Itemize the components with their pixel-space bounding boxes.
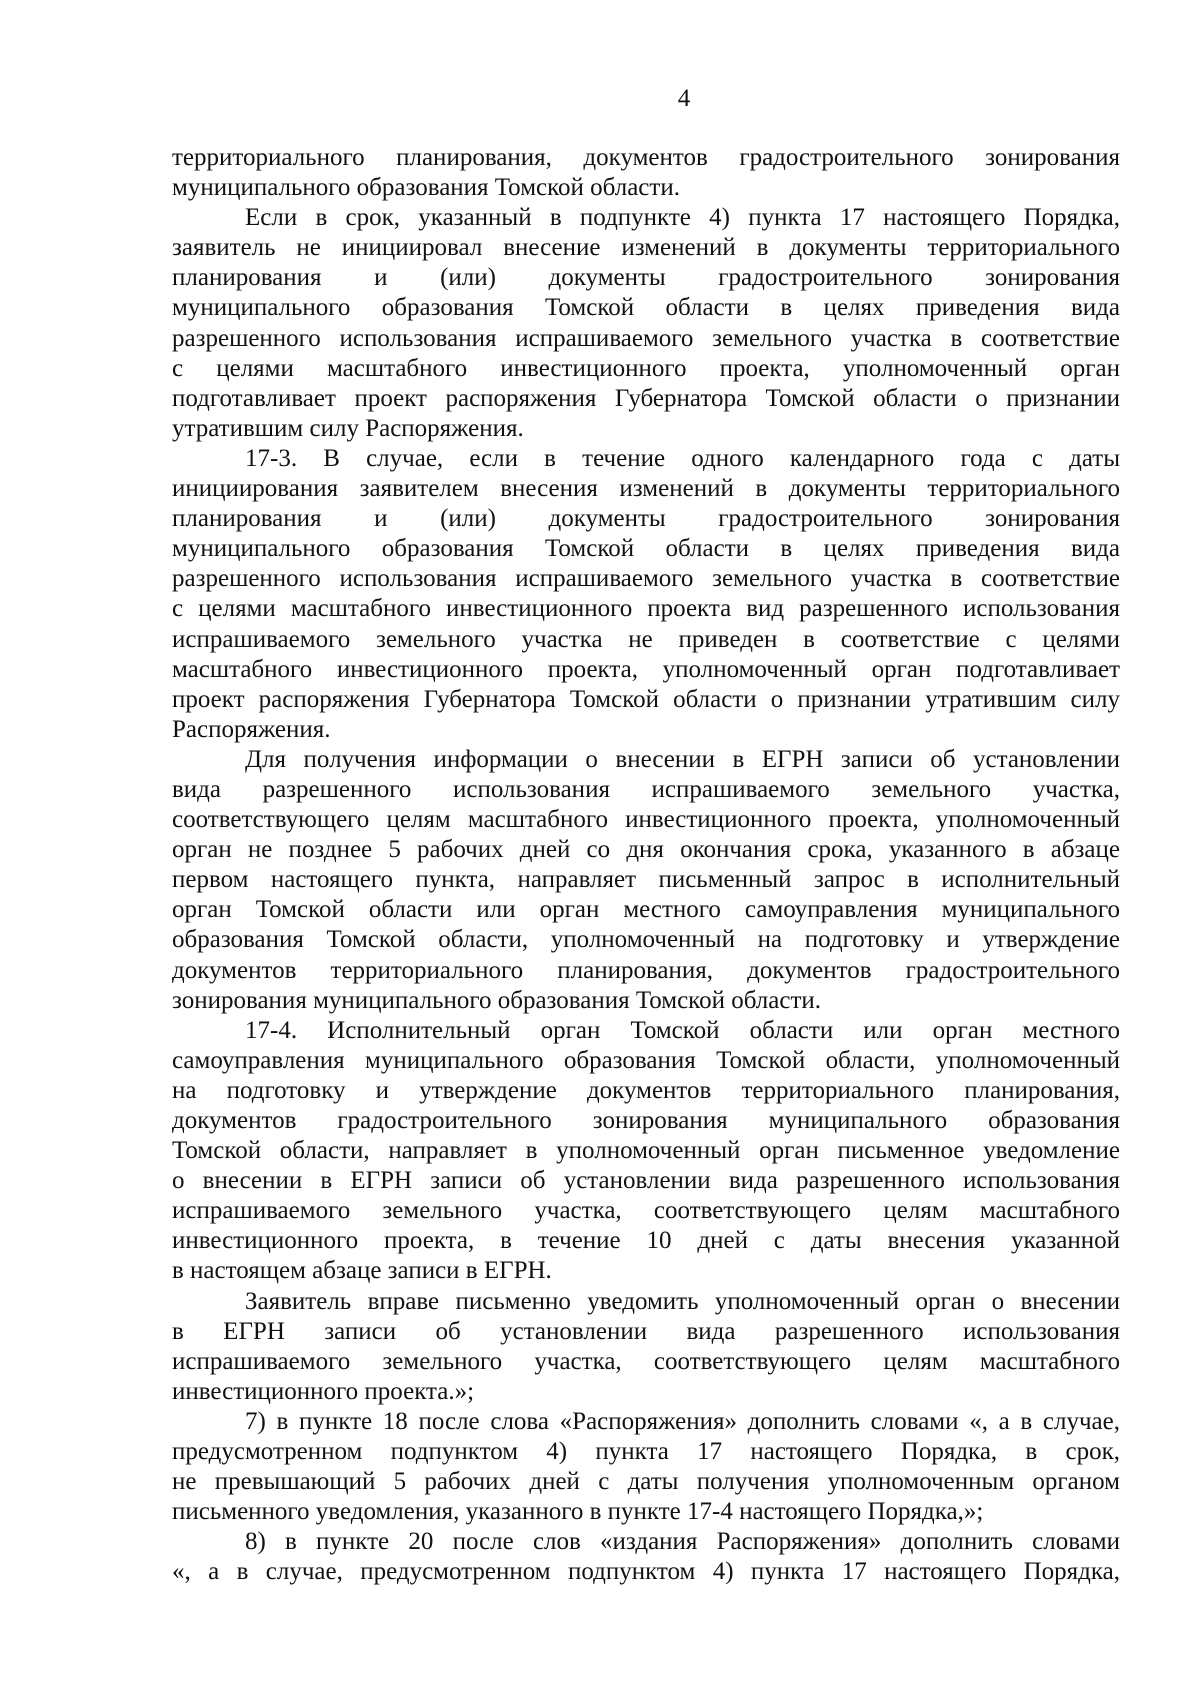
text-line: Если в срок, указанный в подпункте 4) пункта 17 настоящего Порядка, bbox=[245, 204, 1120, 232]
text-line: инвестиционного проекта, в течение 10 дней с даты внесения указанной bbox=[172, 1227, 1120, 1255]
text-line: разрешенного использования испрашиваемого земельного участка в соответствие bbox=[172, 565, 1120, 593]
text-line: разрешенного использования испрашиваемого земельного участка в соответствие bbox=[172, 324, 1120, 352]
text-line: самоуправления муниципального образования Томской области, уполномоченный bbox=[172, 1046, 1120, 1074]
paragraph bbox=[172, 1016, 1120, 1287]
text-line: муниципального образования Томской области в целях приведения вида bbox=[172, 535, 1120, 563]
text-line: с целями масштабного инвестиционного проекта вид разрешенного использования bbox=[172, 595, 1120, 623]
text-line: соответствующего целям масштабного инвестиционного проекта, уполномоченный bbox=[172, 806, 1120, 834]
text-line: 8) в пункте 20 после слов «издания Распоряжения» дополнить словами bbox=[245, 1528, 1120, 1556]
text-line: не превышающий 5 рабочих дней с даты получения уполномоченным органом bbox=[172, 1468, 1120, 1496]
text-line: испрашиваемого земельного участка не приведен в соответствие с целями bbox=[172, 625, 1120, 653]
text-line: Для получения информации о внесении в ЕГРН записи об установлении bbox=[245, 745, 1120, 773]
text-line: подготавливает проект распоряжения Губернатора Томской области о признании bbox=[172, 384, 1120, 412]
paragraph bbox=[172, 444, 1120, 745]
document-body bbox=[172, 143, 1120, 1588]
text-line: первом настоящего пункта, направляет письменный запрос в исполнительный bbox=[172, 866, 1120, 894]
paragraph bbox=[172, 143, 1120, 203]
text-line: масштабного инвестиционного проекта, уполномоченный орган подготавливает bbox=[172, 655, 1120, 683]
paragraph bbox=[172, 1527, 1120, 1587]
text-line: инвестиционного проекта.»; bbox=[172, 1377, 475, 1405]
text-line: письменного уведомления, указанного в пункте 17-4 настоящего Порядка,»; bbox=[172, 1498, 984, 1526]
text-line: Томской области, направляет в уполномоченный орган письменное уведомление bbox=[172, 1137, 1120, 1165]
text-line: образования Томской области, уполномоченный на подготовку и утверждение bbox=[172, 926, 1120, 954]
text-line: Заявитель вправе письменно уведомить уполномоченный орган о внесении bbox=[245, 1287, 1120, 1315]
text-line: документов территориального планирования, документов градостроительного bbox=[172, 956, 1120, 984]
text-line: на подготовку и утверждение документов территориального планирования, bbox=[172, 1076, 1120, 1104]
text-line: вида разрешенного использования испрашиваемого земельного участка, bbox=[172, 775, 1120, 803]
text-line: 17-4. Исполнительный орган Томской области или орган местного bbox=[245, 1016, 1120, 1044]
text-line: заявитель не инициировал внесение изменений в документы территориального bbox=[172, 234, 1120, 262]
text-line: в ЕГРН записи об установлении вида разрешенного использования bbox=[172, 1317, 1120, 1345]
text-line: испрашиваемого земельного участка, соответствующего целям масштабного bbox=[172, 1347, 1120, 1375]
text-line: 7) в пункте 18 после слова «Распоряжения» дополнить словами «, а в случае, bbox=[245, 1407, 1120, 1435]
paragraph bbox=[172, 1287, 1120, 1407]
text-line: орган не позднее 5 рабочих дней со дня окончания срока, указанного в абзаце bbox=[172, 836, 1120, 864]
text-line: испрашиваемого земельного участка, соответствующего целям масштабного bbox=[172, 1197, 1120, 1225]
text-line: 17-3. В случае, если в течение одного календарного года с даты bbox=[245, 444, 1120, 472]
text-line: документов градостроительного зонирования муниципального образования bbox=[172, 1107, 1120, 1134]
text-line: орган Томской области или орган местного самоуправления муниципального bbox=[172, 896, 1120, 924]
paragraph bbox=[172, 1407, 1120, 1527]
text-line: муниципального образования Томской области в целях приведения вида bbox=[172, 294, 1120, 322]
text-line: муниципального образования Томской области. bbox=[172, 174, 680, 202]
text-line: планирования и (или) документы градостроительного зонирования bbox=[172, 264, 1120, 292]
text-line: утратившим силу Распоряжения. bbox=[172, 414, 524, 442]
text-line: зонирования муниципального образования Томской области. bbox=[172, 986, 822, 1014]
paragraph bbox=[172, 745, 1120, 1016]
text-line: инициирования заявителем внесения изменений в документы территориального bbox=[172, 475, 1120, 503]
text-line: предусмотренном подпунктом 4) пункта 17 настоящего Порядка, в срок, bbox=[172, 1438, 1120, 1466]
page-number: 4 bbox=[677, 85, 691, 112]
text-line: в настоящем абзаце записи в ЕГРН. bbox=[172, 1257, 552, 1285]
paragraph bbox=[172, 203, 1120, 444]
text-line: проект распоряжения Губернатора Томской области о признании утратившим силу bbox=[172, 685, 1120, 713]
text-line: планирования и (или) документы градостроительного зонирования bbox=[172, 505, 1120, 533]
text-line: Распоряжения. bbox=[172, 715, 331, 743]
text-line: с целями масштабного инвестиционного проекта, уполномоченный орган bbox=[172, 354, 1120, 382]
text-line: территориального планирования, документов градостроительного зонирования bbox=[172, 144, 1120, 171]
text-line: о внесении в ЕГРН записи об установлении вида разрешенного использования bbox=[172, 1167, 1120, 1195]
text-line: «, а в случае, предусмотренном подпунктом 4) пункта 17 настоящего Порядка, bbox=[172, 1558, 1120, 1586]
